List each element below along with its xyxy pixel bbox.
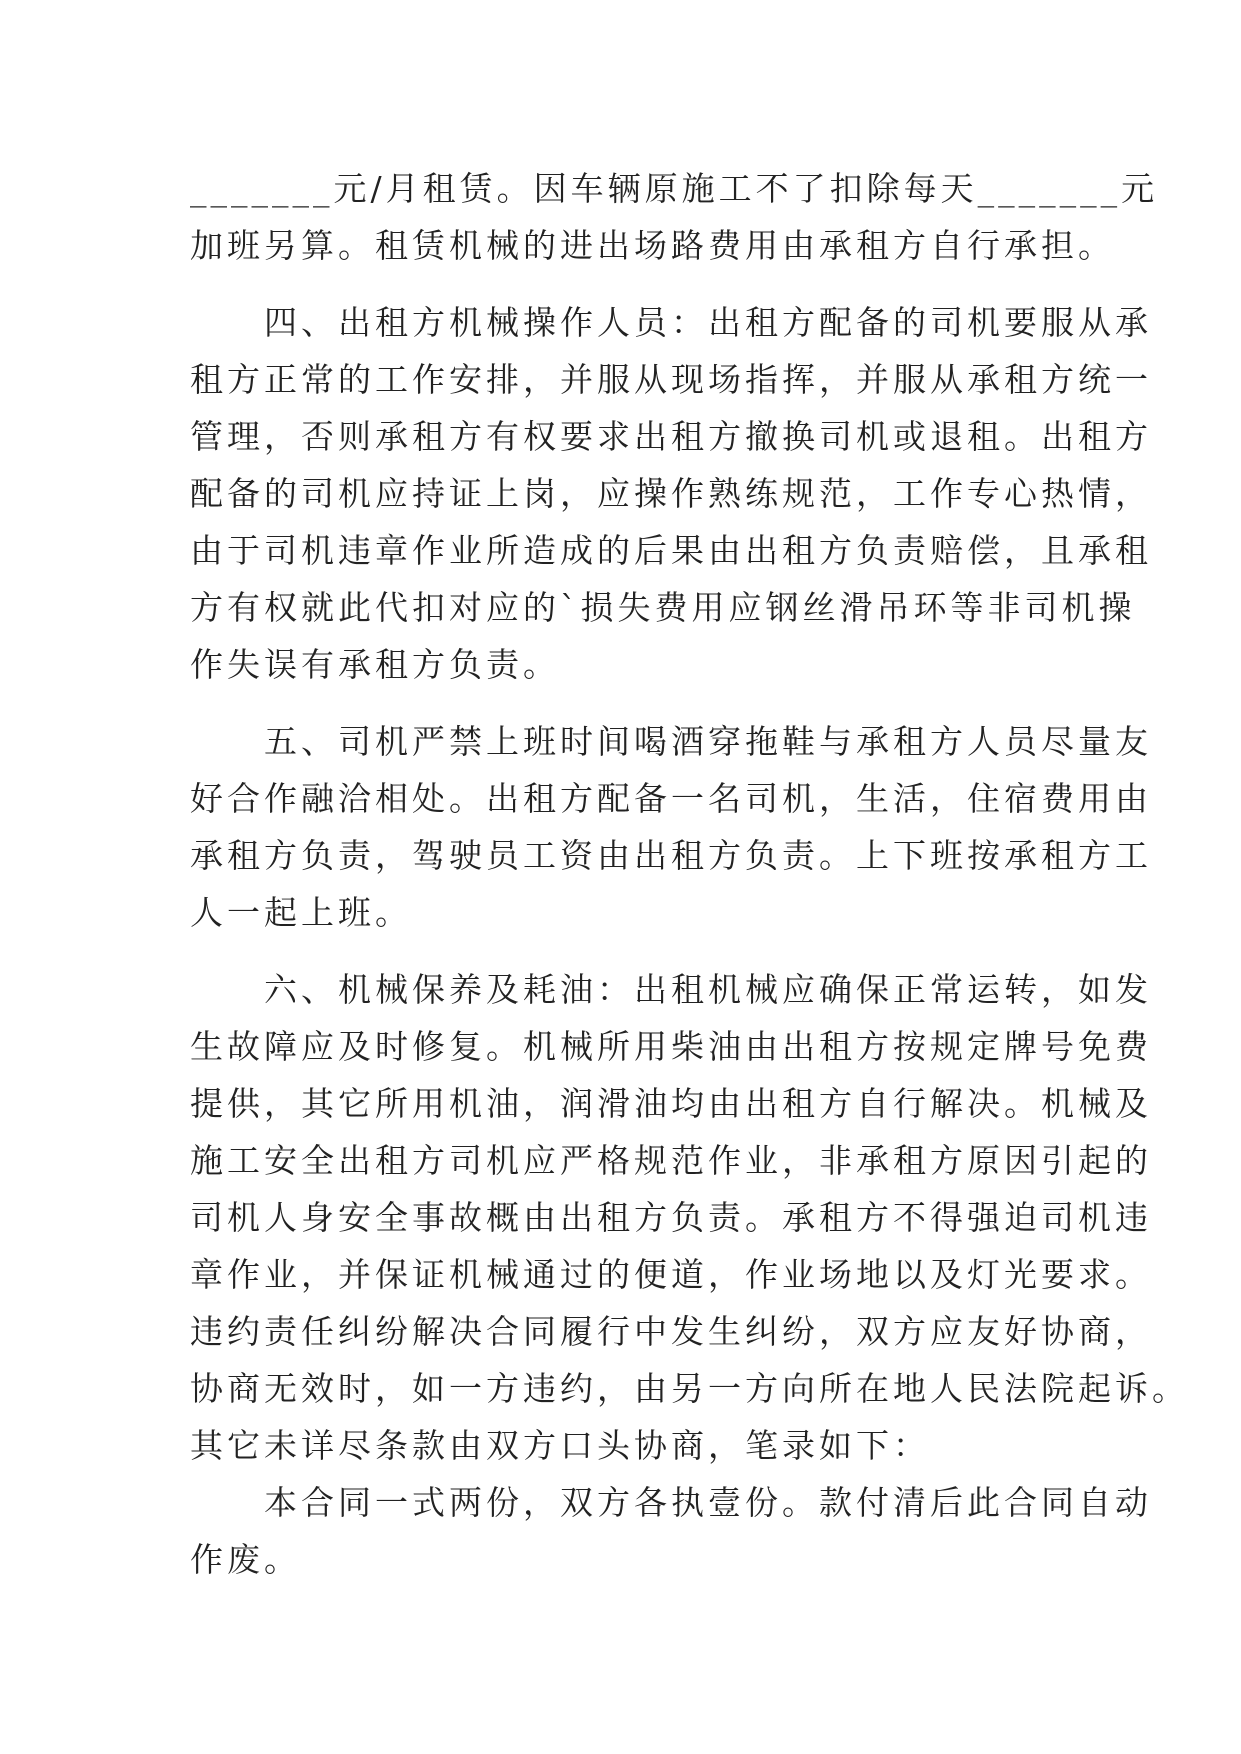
- text-line: 租方正常的工作安排，并服从现场指挥，并服从承租方统一: [190, 360, 1152, 399]
- text-line: 其它未详尽条款由双方口头协商，笔录如下：: [190, 1426, 930, 1465]
- contract-text: [190, 160, 1189, 1588]
- clause-five-heading-line: 五、司机严禁上班时间喝酒穿拖鞋与承租方人员尽量友: [190, 722, 1152, 761]
- text-line: 加班另算。租赁机械的进出场路费用由承租方自行承担。: [190, 226, 1115, 265]
- text-line: 作失误有承租方负责。: [190, 645, 560, 684]
- text-line: 作废。: [190, 1540, 301, 1579]
- text-line: 协商无效时，如一方违约，由另一方向所在地人民法院起诉。: [190, 1369, 1189, 1408]
- text-line: 方有权就此代扣对应的`损失费用应钢丝滑吊环等非司机操: [190, 588, 1136, 627]
- text-line: 由于司机违章作业所造成的后果由出租方负责赔偿，且承租: [190, 531, 1152, 570]
- text-line: 生故障应及时修复。机械所用柴油由出租方按规定牌号免费: [190, 1027, 1152, 1066]
- clause-four-heading-line: 四、出租方机械操作人员：出租方配备的司机要服从承: [190, 303, 1152, 342]
- text-line: 承租方负责，驾驶员工资由出租方负责。上下班按承租方工: [190, 836, 1152, 875]
- text-line: 违约责任纠纷解决合同履行中发生纠纷，双方应友好协商，: [190, 1312, 1152, 1351]
- text-line: 提供，其它所用机油，润滑油均由出租方自行解决。机械及: [190, 1084, 1152, 1123]
- text-line: 章作业，并保证机械通过的便道，作业场地以及灯光要求。: [190, 1255, 1152, 1294]
- text-line: 好合作融洽相处。出租方配备一名司机，生活，住宿费用由: [190, 779, 1152, 818]
- text-line: 管理，否则承租方有权要求出租方撤换司机或退租。出租方: [190, 417, 1152, 456]
- closing-paragraph-line: 本合同一式两份，双方各执壹份。款付清后此合同自动: [190, 1483, 1152, 1522]
- text-line: 施工安全出租方司机应严格规范作业，非承租方原因引起的: [190, 1141, 1152, 1180]
- text-line: 人一起上班。: [190, 893, 412, 932]
- text-line: 配备的司机应持证上岗，应操作熟练规范，工作专心热情，: [190, 474, 1152, 513]
- clause-six-heading-line: 六、机械保养及耗油：出租机械应确保正常运转，如发: [190, 970, 1152, 1009]
- text-line: 司机人身安全事故概由出租方负责。承租方不得强迫司机违: [190, 1198, 1152, 1237]
- text-line: _______元/月租赁。因车辆原施工不了扣除每天_______元: [190, 169, 1159, 208]
